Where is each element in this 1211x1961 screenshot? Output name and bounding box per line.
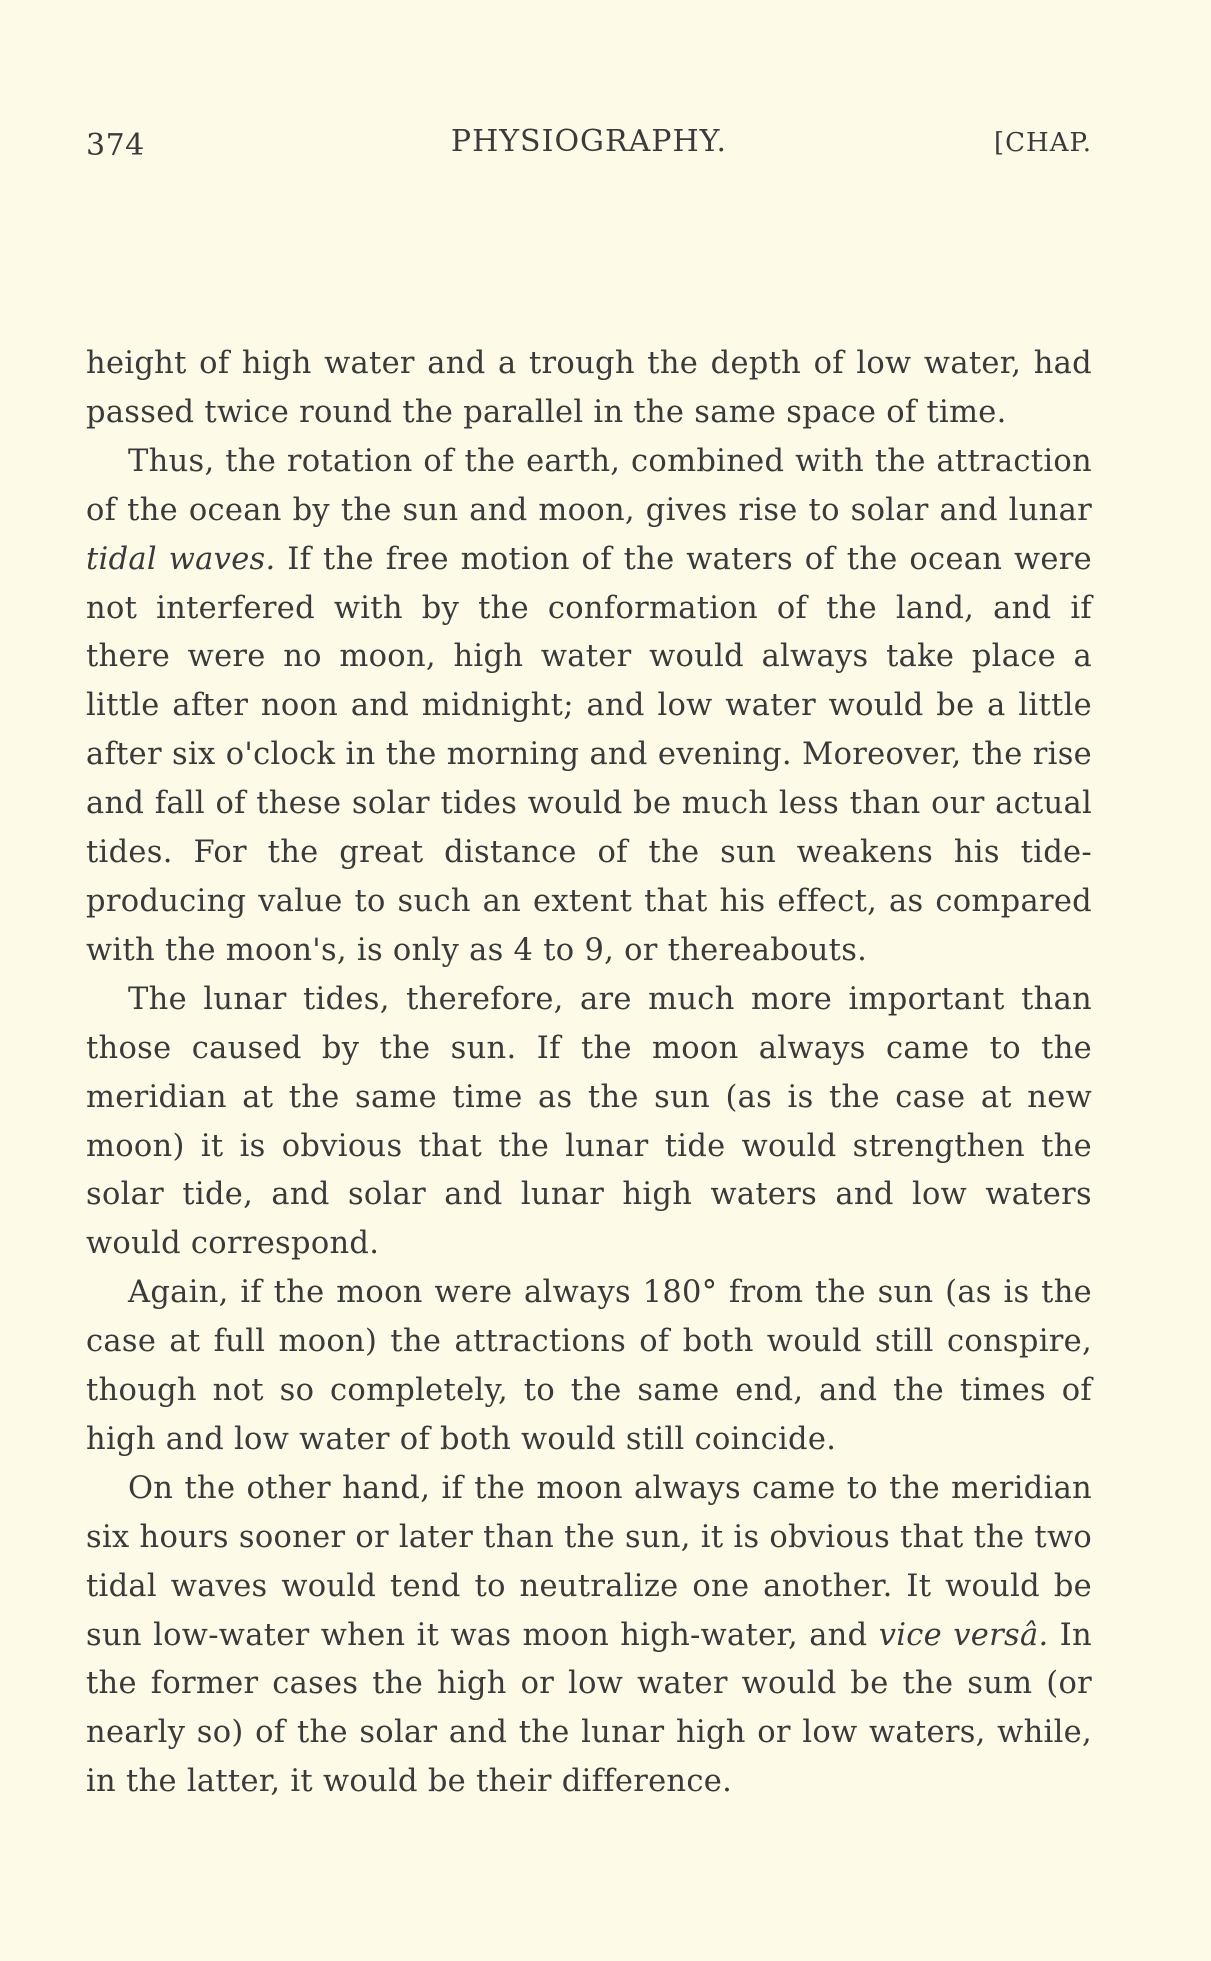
paragraph-text: On the other hand, if the moon always came to the meridian six hours sooner or later than the sun, it is obvious that the two tidal waves would tend to neutralize one another. It would be sun low-water when it was moon high-water, and xyxy=(86,1470,1093,1653)
paragraph-4 xyxy=(86,1269,1092,1465)
paragraph-1 xyxy=(86,340,1092,438)
paragraph-2 xyxy=(86,438,1092,976)
paragraph-text: If the free motion of the waters of the ocean were not interfered with by the conformation of the land, and if there were no moon, high water would always take place a little after noon and midnight; and low water would be a little after six o'clock in the morning and evening. Moreover, the rise and fall of these solar tides would be much less than our actual tides. For the great distance of the sun weakens his tide-producing value to such an extent that his effect, as compared with the moon's, is only as 4 to 9, or thereabouts. xyxy=(86,541,1093,968)
paragraph-5 xyxy=(86,1465,1092,1807)
running-header xyxy=(86,110,1092,162)
italic-term: vice versâ. xyxy=(878,1617,1049,1653)
page-number: 374 xyxy=(86,128,145,163)
running-title: PHYSIOGRAPHY. xyxy=(450,124,728,159)
paragraph-text: Thus, the rotation of the earth, combined with the attraction of the ocean by the sun and moon, gives rise to solar and lunar xyxy=(86,443,1092,528)
chapter-marker: [CHAP. xyxy=(994,128,1092,158)
body-text xyxy=(86,340,1092,1807)
book-page xyxy=(86,110,1092,1930)
paragraph-text: The lunar tides, therefore, are much more important than those caused by the sun. If the moon always came to the meridian at the same time as the sun (as is the case at new moon) it is obvious that the lunar tide would strengthen the solar tide, and solar and lunar high waters and low waters would correspond. xyxy=(86,981,1092,1262)
paragraph-text: height of high water and a trough the depth of low water, had passed twice round the parallel in the same space of time. xyxy=(86,346,1092,430)
paragraph-text: In the former cases the high or low water would be the sum (or nearly so) of the solar and the lunar high or low waters, while, in the latter, it would be their difference. xyxy=(86,1617,1092,1800)
italic-term: tidal waves. xyxy=(86,541,276,577)
paragraph-text: Again, if the moon were always 180° from the sun (as is the case at full moon) the attractions of both would still conspire, though not so completely, to the same end, and the times of high and low water of both would still coincide. xyxy=(86,1275,1092,1457)
paragraph-3 xyxy=(86,976,1092,1269)
